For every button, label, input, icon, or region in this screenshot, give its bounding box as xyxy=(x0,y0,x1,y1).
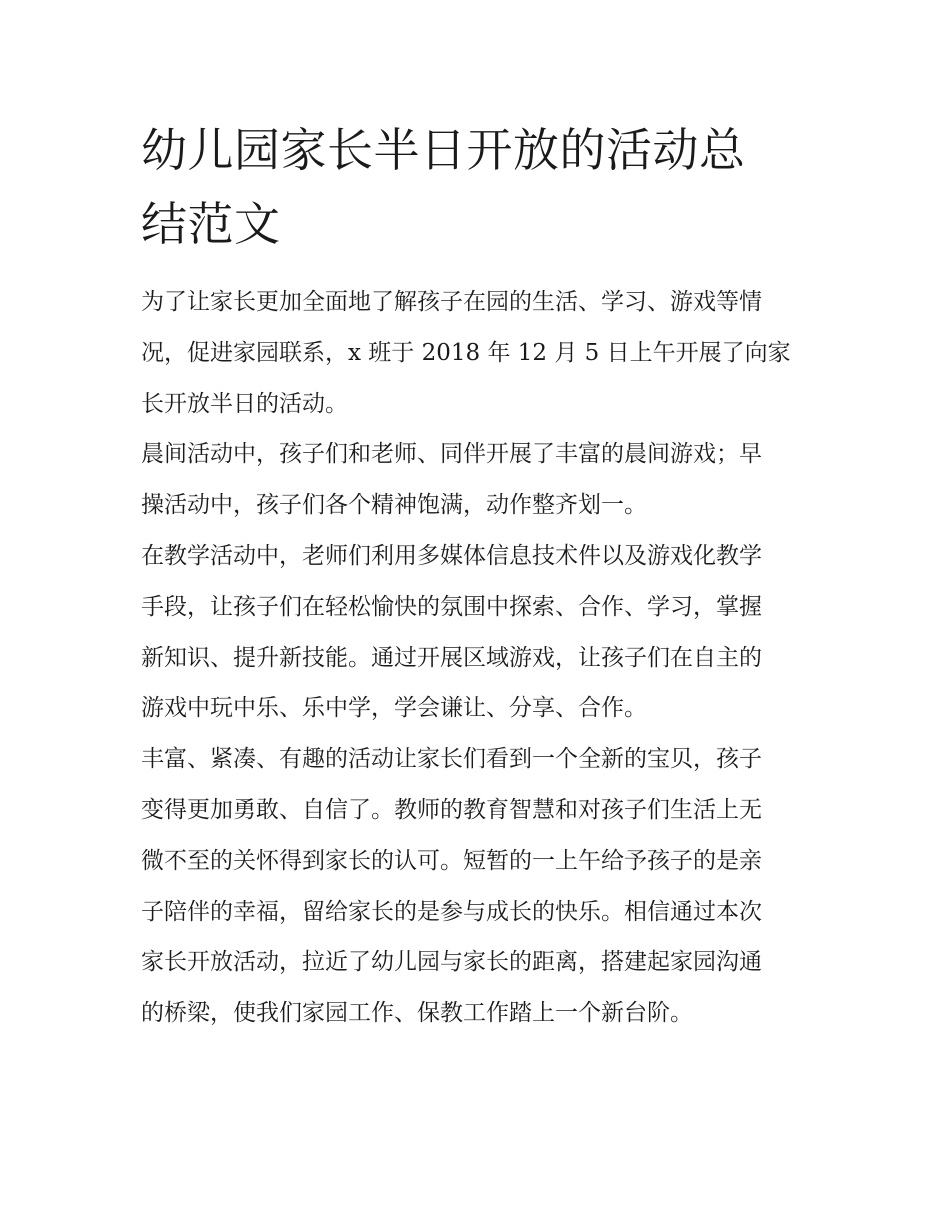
paragraph-morning-activities xyxy=(141,429,821,531)
text-line: 游戏中玩中乐、乐中学，学会谦让、分享、合作。 xyxy=(141,695,647,722)
text-line: 手段，让孩子们在轻松愉快的氛围中探索、合作、学习，掌握 xyxy=(141,593,762,620)
document-title xyxy=(141,113,821,261)
paragraph-intro xyxy=(141,277,821,429)
text-line: 子陪伴的幸福，留给家长的是参与成长的快乐。相信通过本次 xyxy=(141,898,762,925)
text-line: 为了让家长更加全面地了解孩子在园的生活、学习、游戏等情 xyxy=(141,289,762,315)
paragraph-teaching-activities xyxy=(141,531,821,734)
title-line: 结范文 xyxy=(141,197,281,251)
text-line: 的桥梁，使我们家园工作、保教工作踏上一个新台阶。 xyxy=(141,1000,693,1027)
text-line: 操活动中，孩子们各个精神饱满，动作整齐划一。 xyxy=(141,492,647,519)
document-body xyxy=(141,277,821,1039)
title-line: 幼儿园家长半日开放的活动总 xyxy=(141,123,746,177)
text-line: 况，促进家园联系，x 班于 2018 年 12 月 5 日上午开展了向家 xyxy=(141,339,791,366)
text-line: 长开放半日的活动。 xyxy=(141,390,348,417)
text-line: 丰富、紧凑、有趣的活动让家长们看到一个全新的宝贝，孩子 xyxy=(141,746,762,773)
text-line: 新知识、提升新技能。通过开展区域游戏，让孩子们在自主的 xyxy=(141,644,762,671)
text-line: 家长开放活动，拉近了幼儿园与家长的距离，搭建起家园沟通 xyxy=(141,949,762,976)
document-content xyxy=(141,113,821,1039)
text-line: 晨间活动中，孩子们和老师、同伴开展了丰富的晨间游戏；早 xyxy=(141,441,762,468)
text-line: 变得更加勇敢、自信了。教师的教育智慧和对孩子们生活上无 xyxy=(141,796,762,823)
text-line: 微不至的关怀得到家长的认可。短暂的一上午给予孩子的是亲 xyxy=(141,847,762,874)
paragraph-conclusion xyxy=(141,734,821,1039)
text-line: 在教学活动中，老师们利用多媒体信息技术件以及游戏化教学 xyxy=(141,542,762,569)
